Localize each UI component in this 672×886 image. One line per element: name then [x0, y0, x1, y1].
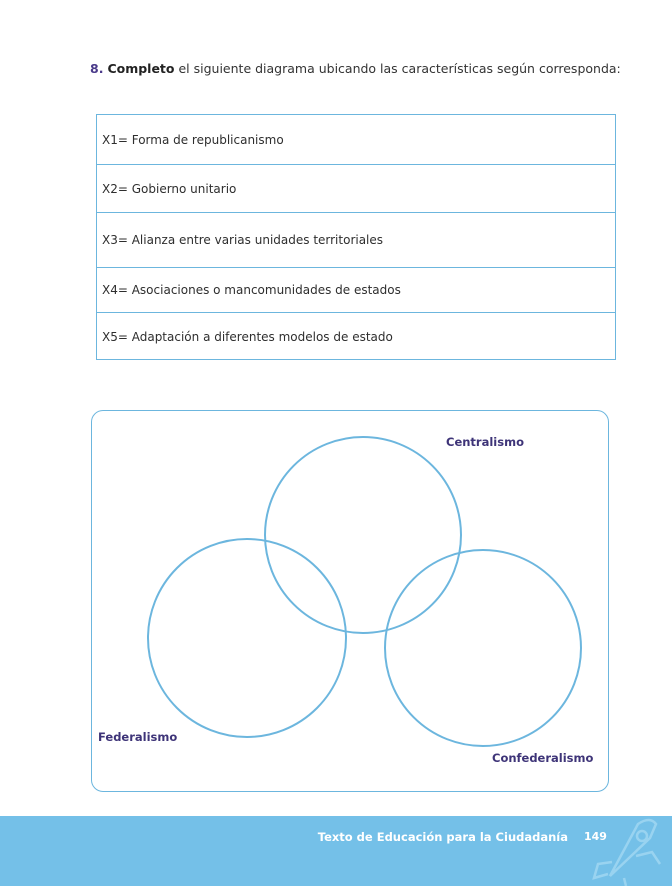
characteristics-table — [96, 114, 616, 360]
page-footer — [0, 816, 672, 886]
page-number: 149 — [584, 830, 607, 843]
label-confederalismo: Confederalismo — [492, 751, 594, 765]
venn-circle-federalismo — [148, 539, 346, 737]
venn-circle-confederalismo — [385, 550, 581, 746]
book-title: Texto de Educación para la Ciudadanía — [317, 830, 568, 844]
table-row: X3= Alianza entre varias unidades territoriales — [97, 213, 615, 268]
exercise-instruction — [90, 60, 650, 78]
label-centralismo: Centralismo — [446, 435, 524, 449]
table-row: X4= Asociaciones o mancomunidades de estados — [97, 268, 615, 313]
table-row: X5= Adaptación a diferentes modelos de estado — [102, 330, 393, 344]
table-row: X1= Forma de republicanismo — [97, 115, 615, 165]
exercise-number: 8. — [90, 61, 104, 76]
rocket-icon — [590, 816, 672, 886]
table-row: X2= Gobierno unitario — [97, 165, 615, 213]
venn-circle-centralismo — [265, 437, 461, 633]
label-federalismo: Federalismo — [98, 730, 178, 744]
instruction-verb: Completo — [107, 61, 175, 76]
venn-diagram-frame — [91, 410, 609, 792]
instruction-text: el siguiente diagrama ubicando las características según corresponda: — [174, 61, 621, 76]
